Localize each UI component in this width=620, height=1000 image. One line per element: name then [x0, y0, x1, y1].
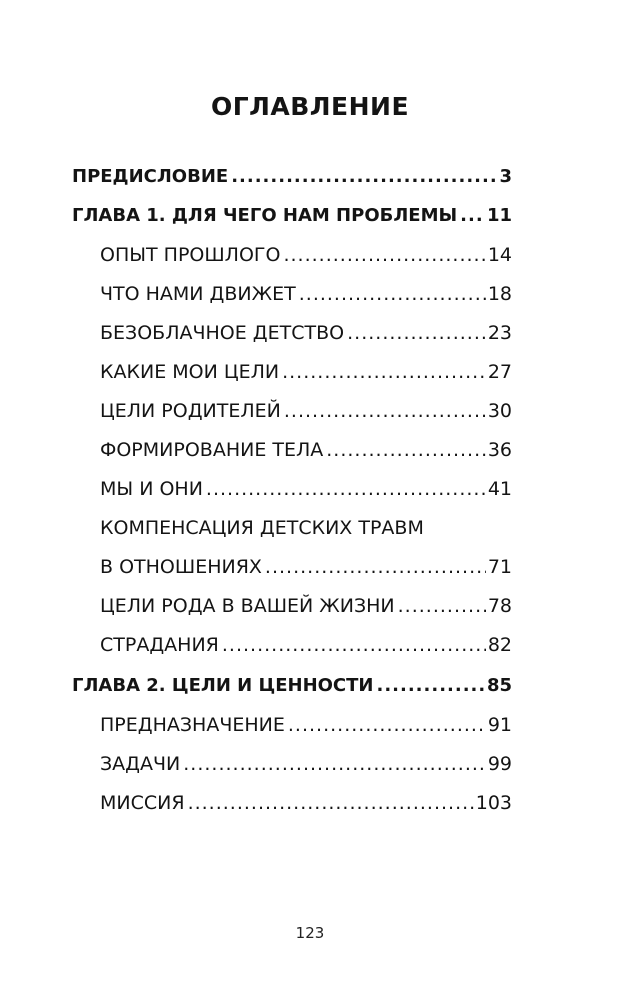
- leader-dots: [283, 238, 485, 272]
- toc-entry-page: 3: [499, 166, 512, 187]
- page-number: 123: [295, 924, 325, 942]
- leader-dots: [398, 589, 486, 623]
- leader-dots: [206, 472, 486, 506]
- leader-dots: [231, 160, 497, 194]
- toc-entry-title: В ОТНОШЕНИЯХ: [100, 556, 262, 578]
- toc-entry-title: ЦЕЛИ РОДА В ВАШЕЙ ЖИЗНИ: [100, 595, 395, 617]
- toc-entry-page: 18: [487, 283, 512, 305]
- toc-entry-title: ЦЕЛИ РОДИТЕЛЕЙ: [100, 400, 281, 422]
- toc-entry-page: 71: [487, 556, 512, 578]
- toc-entry-page: 85: [486, 675, 512, 696]
- toc-entry-preface[interactable]: [72, 160, 512, 194]
- toc-entry-title: КАКИЕ МОИ ЦЕЛИ: [100, 361, 280, 383]
- toc-entry-page: 99: [487, 753, 512, 775]
- toc-entry-chapter-2[interactable]: [72, 669, 512, 703]
- leader-dots: [347, 316, 486, 350]
- leader-dots: [222, 628, 486, 662]
- toc-entry-title: МИССИЯ: [100, 792, 185, 814]
- toc-entry-section[interactable]: [100, 316, 512, 350]
- toc-entry-section[interactable]: [100, 472, 512, 506]
- toc-entry-section[interactable]: [100, 277, 512, 311]
- leader-dots: [288, 708, 486, 742]
- leader-dots: [282, 355, 486, 389]
- toc-entry-page: 103: [475, 792, 512, 814]
- toc-entry-title: СТРАДАНИЯ: [100, 634, 219, 656]
- leader-dots: [183, 747, 486, 781]
- toc-entry-page: 41: [487, 478, 512, 500]
- toc-entry-page: 36: [487, 439, 512, 461]
- toc-entry-chapter-1[interactable]: [72, 199, 512, 233]
- leader-dots: [188, 786, 474, 820]
- toc-entry-title: ОПЫТ ПРОШЛОГО: [100, 244, 281, 266]
- toc-entry-title: МЫ И ОНИ: [100, 478, 203, 500]
- toc-entry-title: ПРЕДНАЗНАЧЕНИЕ: [100, 714, 285, 736]
- toc-entry-page: 14: [487, 244, 512, 266]
- toc-entry-page: 23: [487, 322, 512, 344]
- toc-entry-title: ФОРМИРОВАНИЕ ТЕЛА: [100, 439, 324, 461]
- toc-entry-title-line1[interactable]: КОМПЕНСАЦИЯ ДЕТСКИХ ТРАВМ: [100, 517, 424, 539]
- toc-entry-section[interactable]: [100, 786, 512, 820]
- toc-entry-section[interactable]: [100, 394, 512, 428]
- toc-entry-page: 30: [487, 400, 512, 422]
- toc-entry-page: 82: [487, 634, 512, 656]
- toc-entry-section[interactable]: [100, 550, 512, 584]
- toc-entry-page: 11: [486, 205, 512, 226]
- toc-entry-title: БЕЗОБЛАЧНОЕ ДЕТСТВО: [100, 322, 345, 344]
- toc-entry-section[interactable]: [100, 589, 512, 623]
- toc-entry-section[interactable]: [100, 747, 512, 781]
- toc-entry-title: ЧТО НАМИ ДВИЖЕТ: [100, 283, 296, 305]
- leader-dots: [299, 277, 486, 311]
- toc-entry-section[interactable]: [100, 628, 512, 662]
- toc-entry-title: ГЛАВА 1. ДЛЯ ЧЕГО НАМ ПРОБЛЕМЫ: [72, 205, 458, 226]
- toc-entry-page: 27: [487, 361, 512, 383]
- leader-dots: [326, 433, 486, 467]
- toc-entry-title: ГЛАВА 2. ЦЕЛИ И ЦЕННОСТИ: [72, 675, 374, 696]
- toc-entry-title: ПРЕДИСЛОВИЕ: [72, 166, 229, 187]
- toc-entry-page: 91: [487, 714, 512, 736]
- toc-entry-section[interactable]: [100, 708, 512, 742]
- toc-entry-section[interactable]: [100, 355, 512, 389]
- leader-dots: [376, 669, 484, 703]
- toc-entry-section[interactable]: [100, 238, 512, 272]
- leader-dots: [284, 394, 486, 428]
- toc-entry-page: 78: [487, 595, 512, 617]
- page-title: ОГЛАВЛЕНИЕ: [210, 92, 410, 121]
- toc-entry-section[interactable]: [100, 433, 512, 467]
- toc-entry-title: ЗАДАЧИ: [100, 753, 181, 775]
- leader-dots: [265, 550, 486, 584]
- leader-dots: [460, 199, 485, 233]
